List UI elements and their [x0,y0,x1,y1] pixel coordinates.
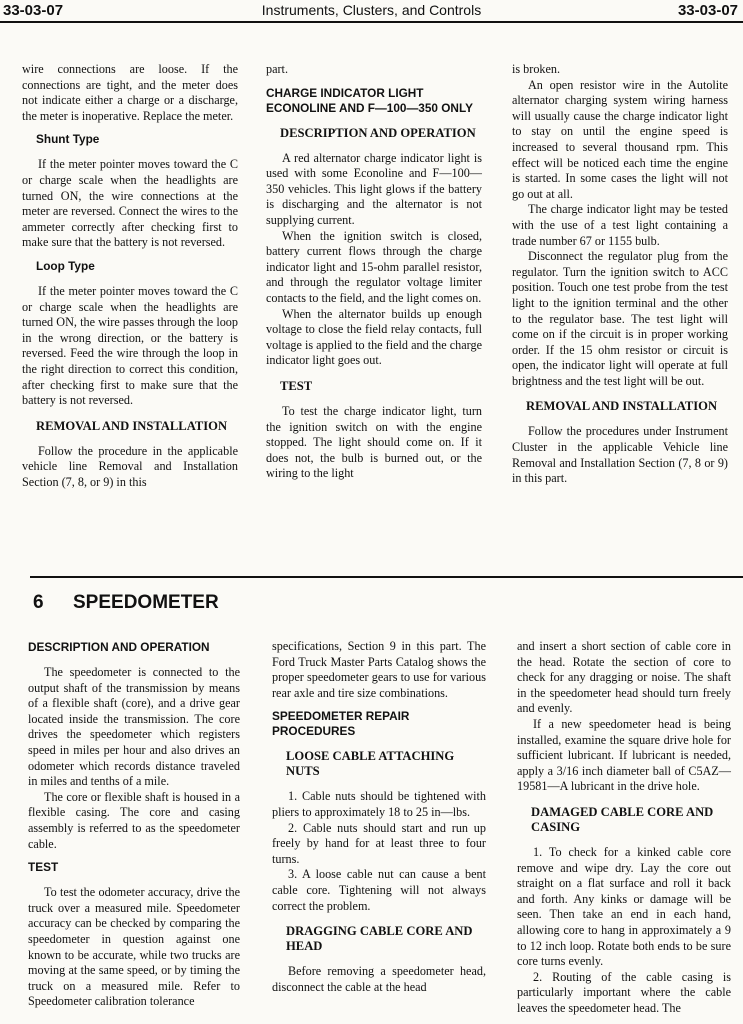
paragraph: Disconnect the regulator plug from the regulator. Turn the ignition switch to ACC position. Touch one test probe from the test light to the ignition terminal and the other to the regulator base. The test light will come on if the circuit is in proper working order. If the 15 ohm resistor or circuit is open, the indicator light will operate at full brightness and the test light will be out. [512,249,728,388]
heading-damaged-cable: DAMAGED CABLE CORE AND CASING [531,804,714,834]
paragraph: 1. To check for a kinked cable core remove and wipe dry. Lay the core out straight on a flat surface and roll it back and forth. Any kinks or damage will be seen. Then take an end in each hand, allowing core to hang in approximately a 9 to 12 inch loop. Rotate both ends to be sure core turns evenly. [517,844,731,969]
paragraph: 3. A loose cable nut can cause a bent cable core. Tightening will not always correct the problem. [272,867,486,913]
bottom-column-3 [517,639,731,1016]
page-number-left: 33-03-07 [3,2,64,19]
heading-test: TEST [280,378,313,393]
heading-test: TEST [28,860,59,875]
paragraph: 2. Cable nuts should start and run up freely by hand for at least three to four turns. [272,820,486,866]
paragraph: If the meter pointer moves toward the C or charge scale when the headlights are turned ON, the wire connections at the meter are reversed. Connect the wires to the ammeter correctly after checking first to make sure that the battery is not reversed. [22,157,238,250]
bottom-column-1 [28,636,240,1010]
paragraph: Before removing a speedometer head, disconnect the cable at the head [272,964,486,994]
heading-speedometer-repair: SPEEDOMETER REPAIR PROCEDURES [272,709,410,739]
running-title: Instruments, Clusters, and Controls [261,2,482,18]
paragraph: If a new speedometer head is being installed, examine the square drive hole for sufficient lubricant. If lubricant is needed, apply a 3/16 inch diameter ball of C5AZ—19581—A lubricant in the drive hole. [517,716,731,794]
heading-charge-indicator: CHARGE INDICATOR LIGHT ECONOLINE AND F—100—350 ONLY [266,85,473,115]
paragraph: part. [266,62,288,76]
paragraph: wire connections are loose. If the connections are tight, and the meter does not indicate either a charge or a discharge, the meter is inoperative. Replace the meter. [22,62,238,123]
section-number: 6 [33,592,44,613]
paragraph: The speedometer is connected to the output shaft of the transmission by means of a flexible shaft (core), and a drive gear located inside the transmission. The core drives the speedometer which registers speed in miles per hour and also drives an odometer which records distance traveled in miles and tenths of a mile. [28,665,240,789]
paragraph: and insert a short section of cable core in the head. Rotate the section of core to check for any dragging or noise. The shaft in the speedometer head should turn freely and evenly. [517,639,731,716]
heading-dragging-cable: DRAGGING CABLE CORE AND HEAD [286,924,473,954]
paragraph: The core or flexible shaft is housed in a flexible casing. The core and casing assembly is referred to as the speedometer cable. [28,789,240,851]
paragraph: To test the odometer accuracy, drive the truck over a measured mile. Speedometer accuracy can be checked by comparing the speedometer in question against one known to be accurate, while two trucks are moving at the same speed, or by timing the truck on a measured mile. Refer to Speedometer calibration tolerance [28,885,240,1009]
section-title [33,592,219,614]
paragraph: When the ignition switch is closed, battery current flows through the charge indicator light and 15-ohm parallel resistor, and through the regulator voltage limiter contacts to the field, and the light comes on. [266,228,482,305]
paragraph: The charge indicator light may be tested with the use of a test light containing a trade number 67 or 1155 bulb. [512,202,728,248]
heading-loose-cable-nuts: LOOSE CABLE ATTACHING NUTS [286,749,455,779]
paragraph: is broken. [512,62,561,76]
paragraph: 1. Cable nuts should be tightened with pliers to approximately 18 to 25 in—lbs. [272,789,486,819]
paragraph: A red alternator charge indicator light is used with some Econoline and F—100—350 vehicles. This light glows if the battery is discharging and the alternator is not supplying current. [266,150,482,227]
section-name: SPEEDOMETER [73,592,219,613]
heading-removal-installation: REMOVAL AND INSTALLATION [36,418,228,433]
bottom-column-2 [272,639,486,995]
paragraph: When the alternator builds up enough voltage to close the field relay contacts, full voltage is applied to the field and the charge indicator light goes out. [266,306,482,368]
paragraph: 2. Routing of the cable casing is particularly important where the cable leaves the speedometer head. The [517,969,731,1015]
top-column-2 [266,62,482,482]
heading-removal-installation: REMOVAL AND INSTALLATION [526,399,718,414]
paragraph: If the meter pointer moves toward the C or charge scale when the headlights are turned ON, the wire passes through the loop in the wrong direction, or the battery is reversed. Feed the wire through the loop in the right direction to correct this condition, after checking first to make sure that the battery is not reversed. [22,283,238,408]
header-rule [0,21,743,23]
paragraph: An open resistor wire in the Autolite alternator charging system wiring harness will usually cause the charge indicator light to stay on until the engine speed is increased to several thousand rpm. This effect will be noticed each time the engine is started. In some cases the light will not go out at all. [512,77,728,201]
page-number-right: 33-03-07 [677,2,738,19]
page-header [0,0,743,22]
paragraph: Follow the procedures under Instrument Cluster in the applicable Vehicle line Removal and Installation Section (7, 8 or 9) in this part. [512,424,728,486]
heading-shunt-type: Shunt Type [36,132,100,147]
paragraph: To test the charge indicator light, turn the ignition switch on with the engine stopped. The light should come on. If it does not, the bulb is burned out, or the wiring to the light [266,403,482,481]
section-rule [30,576,743,578]
heading-description-operation: DESCRIPTION AND OPERATION [28,640,210,654]
paragraph: specifications, Section 9 in this part. The Ford Truck Master Parts Catalog shows the proper speedometer gears to use for various rear axle and tire size combinations. [272,639,486,700]
top-column-3 [512,62,728,487]
top-column-1 [22,62,238,490]
heading-description-operation: DESCRIPTION AND OPERATION [280,125,476,140]
paragraph: Follow the procedure in the applicable vehicle line Removal and Installation Section (7, 8, or 9) in this [22,443,238,489]
heading-loop-type: Loop Type [36,258,95,273]
